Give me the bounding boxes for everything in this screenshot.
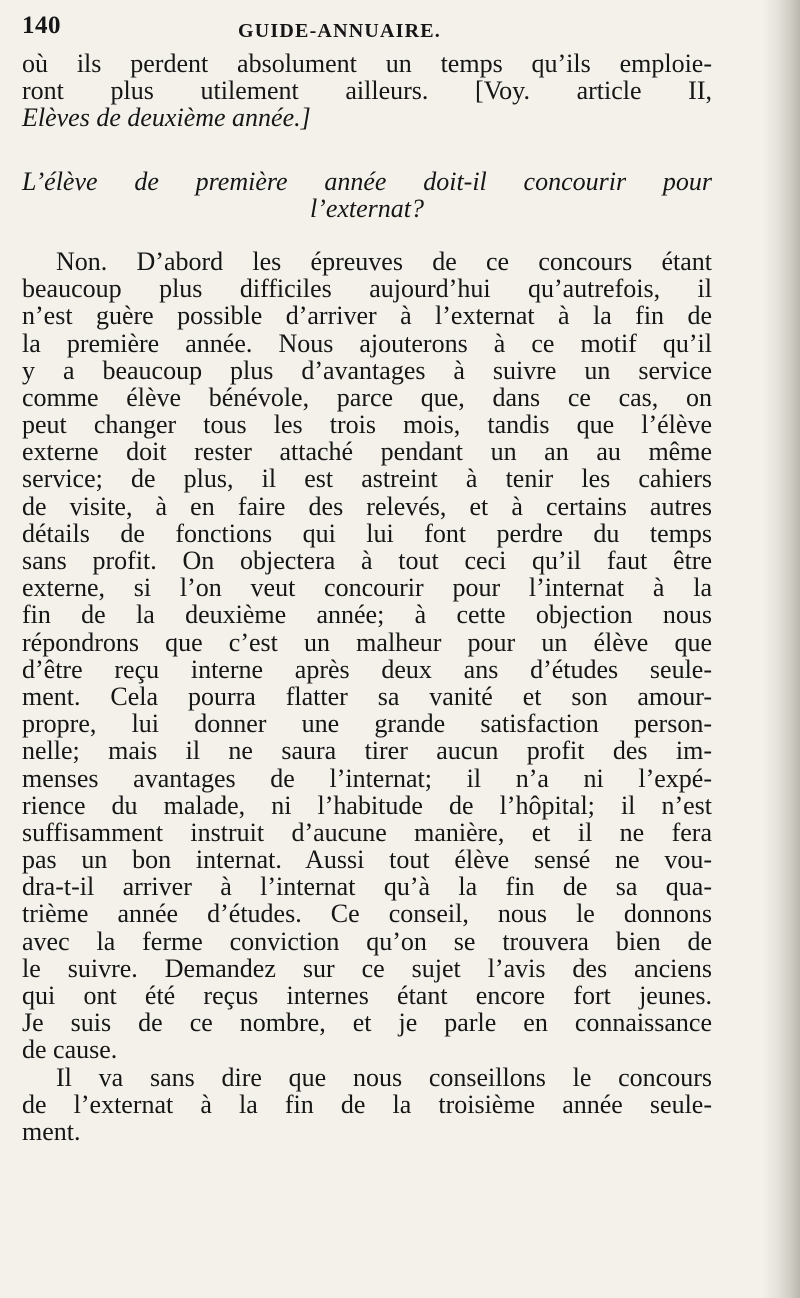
text-line: ment. bbox=[22, 1116, 81, 1146]
text-line: trième année d’études. Ce conseil, nous le donnons bbox=[22, 899, 712, 929]
text-line: ront plus utilement ailleurs. [Voy. article II, bbox=[22, 76, 712, 106]
text-line: n’est guère possible d’arriver à l’externat à la fin de bbox=[22, 301, 712, 331]
text-line: sans profit. On objectera à tout ceci qu’il faut être bbox=[22, 546, 712, 575]
heading-line: l’externat? bbox=[309, 193, 425, 223]
text-line: propre, lui donner une grande satisfaction person- bbox=[22, 709, 712, 739]
text-line: beaucoup plus difficiles aujourd’hui qu’autrefois, il bbox=[22, 274, 712, 304]
text-line: qui ont été reçus internes étant encore fort jeunes. bbox=[22, 981, 712, 1010]
text-line: dra-t-il arriver à l’internat qu’à la fin de sa qua- bbox=[22, 872, 712, 902]
intro-paragraph bbox=[22, 50, 712, 132]
running-title: GUIDE-ANNUAIRE. bbox=[238, 20, 442, 42]
text-line: ment. Cela pourra flatter sa vanité et son amour- bbox=[22, 681, 712, 711]
book-page bbox=[22, 12, 712, 1145]
text-line: peut changer tous les trois mois, tandis que l’élève bbox=[22, 410, 712, 440]
text-line: service; de plus, il est astreint à tenir les cahiers bbox=[22, 464, 712, 494]
text-line: de visite, à en faire des relevés, et à certains autres bbox=[22, 491, 712, 521]
text-line: comme élève bénévole, parce que, dans ce cas, on bbox=[22, 382, 712, 412]
section-heading bbox=[22, 168, 712, 222]
text-line: où ils perdent absolument un temps qu’ils emploie- bbox=[22, 49, 712, 78]
text-line: le suivre. Demandez sur ce sujet l’avis des anciens bbox=[22, 953, 712, 983]
text-line: Je suis de ce nombre, et je parle en connaissance bbox=[22, 1008, 712, 1038]
text-line: la première année. Nous ajouterons à ce motif qu’il bbox=[22, 328, 712, 358]
text-line: rience du malade, ni l’habitude de l’hôpital; il n’est bbox=[22, 790, 712, 820]
text-line: Non. D’abord les épreuves de ce concours étant bbox=[56, 246, 712, 276]
running-head bbox=[22, 12, 712, 50]
text-line: suffisamment instruit d’aucune manière, et il ne fera bbox=[22, 817, 712, 847]
text-line: nelle; mais il ne saura tirer aucun profit des im- bbox=[22, 736, 712, 766]
text-line: avec la ferme conviction qu’on se trouvera bien de bbox=[22, 926, 712, 956]
text-line: pas un bon internat. Aussi tout élève sensé ne vou- bbox=[22, 845, 712, 875]
paragraph-1 bbox=[22, 248, 712, 1064]
paragraph-2 bbox=[22, 1064, 712, 1146]
text-line: externe doit rester attaché pendant un an au même bbox=[22, 437, 712, 467]
text-line: Il va sans dire que nous conseillons le concours bbox=[56, 1062, 712, 1092]
text-line: de l’externat à la fin de la troisième année seule- bbox=[22, 1089, 712, 1119]
text-line: détails de fonctions qui lui font perdre du temps bbox=[22, 518, 712, 548]
text-line: d’être reçu interne après deux ans d’études seule- bbox=[22, 654, 712, 684]
text-line: Elèves de deuxième année.] bbox=[22, 103, 311, 133]
page-number: 140 bbox=[22, 12, 61, 39]
heading-line: L’élève de première année doit-il concourir pour bbox=[22, 166, 712, 196]
page-edge-shadow bbox=[762, 0, 800, 1298]
text-line: y a beaucoup plus d’avantages à suivre un service bbox=[22, 355, 712, 385]
text-line: externe, si l’on veut concourir pour l’internat à la bbox=[22, 573, 712, 603]
text-line: répondrons que c’est un malheur pour un élève que bbox=[22, 627, 712, 657]
text-line: fin de la deuxième année; à cette objection nous bbox=[22, 600, 712, 630]
text-line: menses avantages de l’internat; il n’a ni l’expé- bbox=[22, 763, 712, 793]
text-line: de cause. bbox=[22, 1035, 118, 1065]
